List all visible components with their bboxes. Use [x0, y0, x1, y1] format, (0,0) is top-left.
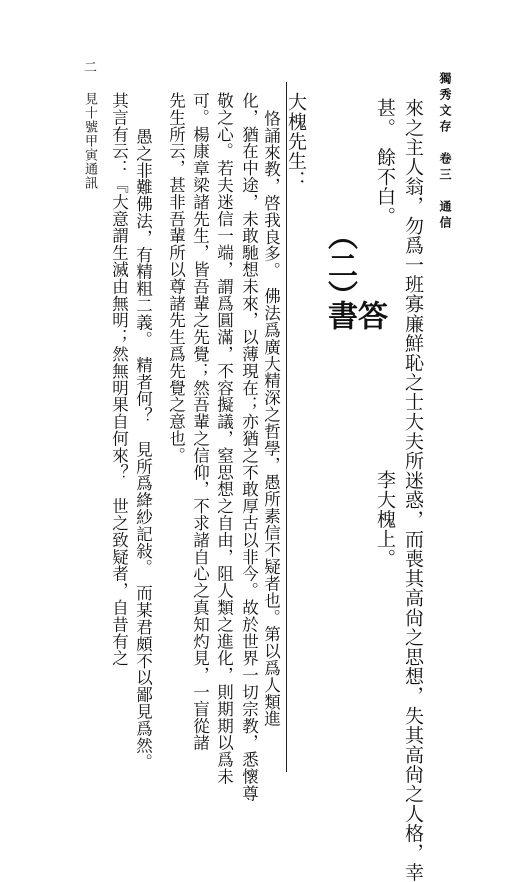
section-title: 答書	[322, 300, 387, 338]
reply-line: 化，猶在中途，未敢馳想未來，以薄現在；亦猶之不敢厚古以非今。故於世界一切宗教，悉懷尊	[239, 92, 259, 802]
signature: 李大槐上。	[374, 470, 396, 568]
reply-line: 其言有云：『大意謂生滅由無明；然無明果自何來？ 世之致疑者，自昔有之	[109, 92, 129, 667]
reply-line: 敬之心。若夫迷信一端，謂爲圓滿，不容擬議，窒思想之自由，阻人類之進化，則期期以爲未	[214, 92, 234, 785]
page-number: 二	[81, 60, 96, 73]
section-number: （二）	[322, 220, 357, 310]
prev-letter-line: 來之主人翁，勿爲一班寡廉鮮恥之士大夫所迷惑，而喪其高尙之思想，失其高尙之人格，幸	[402, 98, 424, 882]
prev-letter-line: 甚。 餘不白。	[374, 98, 396, 226]
salutation: 大槐先生：	[285, 92, 307, 190]
source-note: 見十號甲寅通訊	[82, 92, 97, 190]
reply-line: 可。楊康章梁諸先生，皆吾輩之先覺；然吾輩之信仰，不求諸自心之真知灼見，一盲從諸	[190, 92, 210, 752]
reply-line: 恪誦來教，啓我良多。 佛法爲廣大精深之哲學，愚所素信不疑者也。第以爲人類進	[261, 110, 281, 728]
running-title: 獨秀文存 卷三 通信	[438, 72, 452, 232]
reply-line: 愚之非難佛法，有精粗二義。 精者何？ 見所爲絳紗記敍。 而某君頗不以鄙見爲然。	[133, 128, 153, 771]
reply-line: 先生所云，甚非吾輩所以尊諸先生爲先覺之意也。	[166, 92, 186, 464]
